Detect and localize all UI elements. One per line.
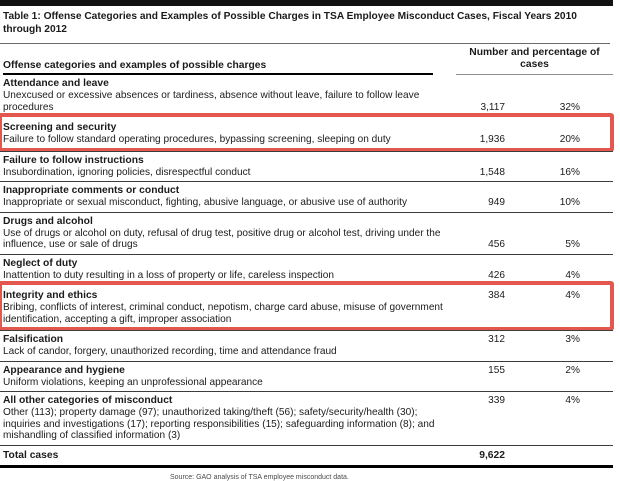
header-gap (433, 44, 456, 75)
offense-cell (3, 333, 453, 358)
offense-category: Failure to follow instructions (3, 154, 144, 166)
case-percent: 10% (559, 197, 580, 208)
offense-category: Appearance and hygiene (3, 364, 125, 376)
table-row (0, 212, 613, 254)
table-row (0, 391, 613, 445)
case-percent: 32% (559, 101, 580, 113)
offense-examples: Other (113); property damage (97); unauthorized taking/theft (56); safety/security/health (30); inquiries and investigations (17); reporting responsibilities (15); safeguarding information (8); and mishandling of classified information (3) (3, 407, 435, 441)
case-count: 312 (488, 334, 505, 345)
table-header-row (0, 44, 620, 75)
case-count: 426 (488, 269, 505, 281)
case-count: 155 (488, 364, 505, 376)
table-row (0, 116, 613, 151)
total-percent-empty (505, 449, 580, 462)
table-title: Table 1: Offense Categories and Examples of Possible Charges in TSA Employee Misconduct Cases, Fiscal Years 2010 through 2012 (0, 6, 610, 44)
offense-category: Falsification (3, 334, 64, 345)
source-note: Source: GAO analysis of TSA employee misconduct data. (170, 473, 349, 481)
case-count: 1,936 (479, 134, 505, 145)
offense-category: Screening and security (3, 122, 117, 133)
case-percent: 4% (565, 290, 580, 301)
case-count: 384 (488, 290, 505, 301)
case-count: 1,548 (479, 166, 505, 178)
case-percent: 3% (565, 334, 580, 345)
case-count: 339 (488, 395, 505, 406)
offense-category: Inappropriate comments or conduct (3, 185, 180, 196)
offense-examples: Bribing, conflicts of interest, criminal conduct, nepotism, charge card abuse, misuse of government identification, accepting a gift, improper association (3, 302, 443, 325)
case-percent: 16% (559, 166, 580, 178)
offense-examples: Unexcused or excessive absences or tardiness, absence without leave, failure to follow leave procedures (3, 90, 420, 113)
case-percent: 20% (559, 134, 580, 145)
total-label: Total cases (3, 449, 59, 461)
case-percent: 5% (565, 239, 580, 250)
table-row (0, 151, 613, 182)
total-number: 9,622 (479, 449, 505, 461)
offense-examples: Failure to follow standard operating procedures, bypassing screening, sleeping on duty (3, 134, 391, 145)
offense-cell (3, 184, 453, 209)
total-row (0, 445, 613, 468)
case-count: 949 (488, 197, 505, 208)
case-count: 456 (488, 239, 505, 250)
case-percent: 4% (565, 395, 580, 406)
offense-cell (3, 215, 453, 251)
offense-examples: Insubordination, ignoring policies, disrespectful conduct (3, 166, 251, 178)
offense-examples: Use of drugs or alcohol on duty, refusal of drug test, positive drug or alcohol test, driving under the influence, use or sale of drugs (3, 227, 441, 250)
offense-examples: Inattention to duty resulting in a loss of property or life, careless inspection (3, 269, 335, 281)
table-row (0, 75, 613, 116)
offense-category: Attendance and leave (3, 78, 109, 89)
case-percent: 4% (565, 269, 580, 281)
offense-cell (3, 394, 453, 442)
offense-examples: Inappropriate or sexual misconduct, fighting, abusive language, or abusive use of authority (3, 197, 407, 208)
table-row (0, 361, 613, 392)
offense-category: Integrity and ethics (3, 290, 98, 301)
table-row (0, 254, 613, 285)
table-row (0, 181, 613, 212)
offense-examples: Lack of candor, forgery, unauthorized recording, time and attendance fraud (3, 346, 337, 357)
offense-cell (3, 77, 453, 113)
table-body (0, 75, 613, 445)
offense-category: Drugs and alcohol (3, 215, 93, 227)
offense-cell (3, 121, 453, 146)
column-header-cases: Number and percentage of cases (456, 44, 613, 75)
offense-examples: Uniform violations, keeping an unprofessional appearance (3, 376, 263, 388)
offense-cell (3, 364, 453, 389)
offense-cell (3, 154, 453, 179)
column-header-offense: Offense categories and examples of possible charges (3, 44, 433, 75)
case-count: 3,117 (480, 101, 505, 113)
table-row (0, 284, 613, 330)
offense-category: All other categories of misconduct (3, 395, 173, 406)
offense-category: Neglect of duty (3, 257, 78, 269)
offense-cell (3, 289, 453, 325)
offense-cell (3, 257, 453, 282)
case-percent: 2% (565, 364, 580, 376)
table-row (0, 330, 613, 361)
